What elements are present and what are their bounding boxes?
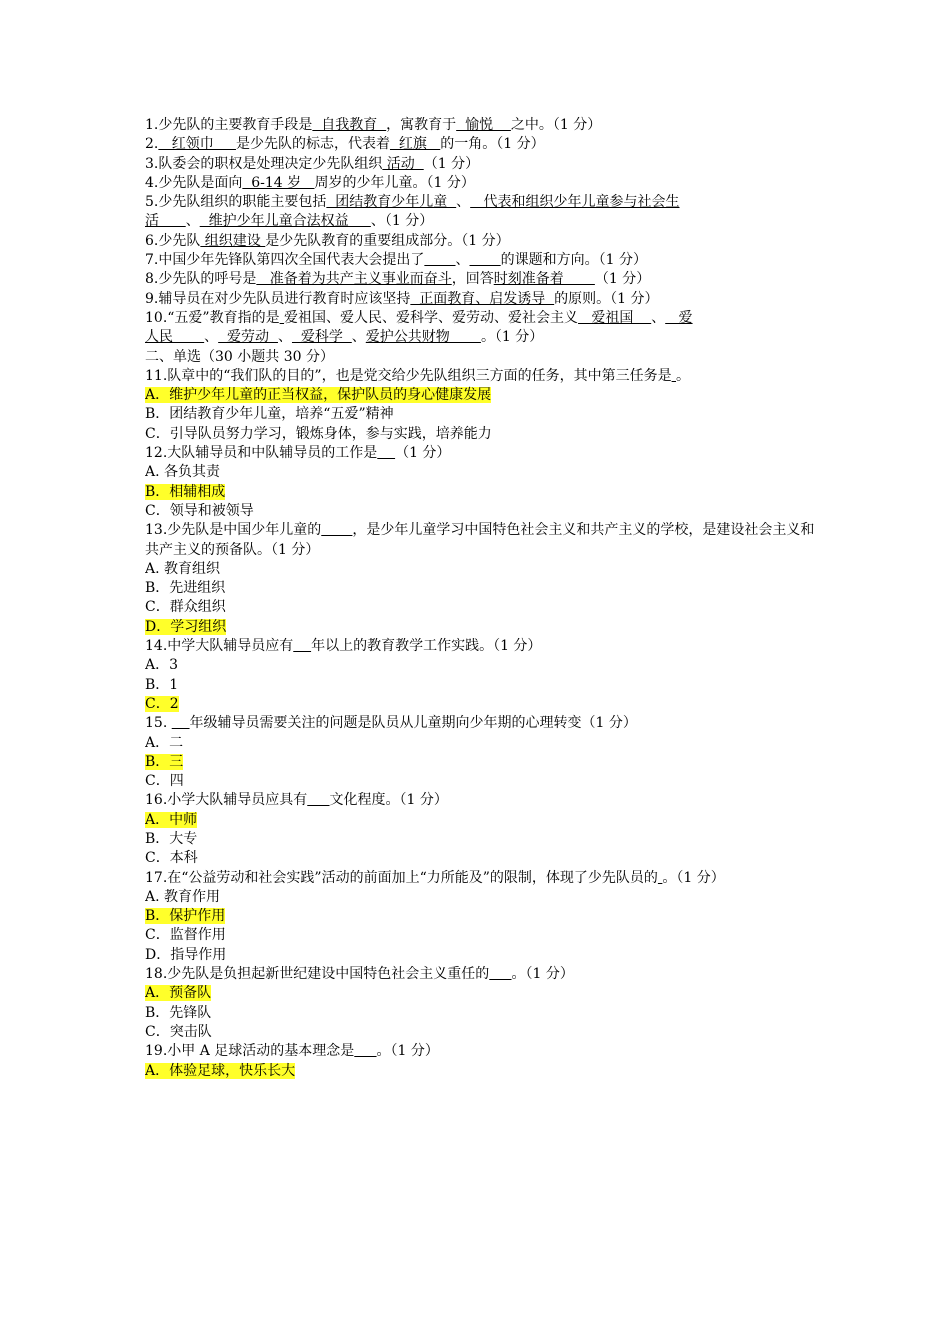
question-text: 文化程度。（1 分） (329, 792, 448, 809)
answer-blank: 爱劳动 (218, 329, 278, 346)
option-label: A．3 (145, 657, 179, 674)
question-text: 之中。（1 分） (510, 117, 602, 133)
question-text: 。（1 分） (662, 869, 725, 886)
correct-answer-highlight: A．体验足球，快乐长大 (145, 1062, 296, 1079)
answer-blank: 时刻准备着 (493, 271, 595, 288)
question-text: 17.在“公益劳动和社会实践”活动的前面加上“力所能及”的限制，体现了少先队员的 (145, 869, 658, 886)
fill-in-line (145, 193, 825, 212)
question-text: 7.中国少年先锋队第四次全国代表大会提出了 (145, 252, 425, 269)
answer-blank: 组织建设 (200, 232, 266, 249)
question-text: 。（1 分） (376, 1043, 439, 1060)
document-body (145, 116, 825, 1081)
question-text: 、 (455, 252, 470, 269)
question-text: 18.少先队是负担起新世纪建设中国特色社会主义重任的 (145, 966, 490, 983)
question-text: ，寓教育于 (386, 117, 457, 133)
question-text: 1.少先队的主要教育手段是 (145, 117, 313, 133)
answer-option (145, 560, 825, 579)
answer-blank (354, 1043, 376, 1059)
correct-answer-highlight: C．2 (145, 695, 179, 712)
answer-blank: 红旗 (389, 136, 441, 153)
answer-blank: 人民 (145, 329, 205, 346)
answer-option (145, 946, 825, 965)
fill-in-line (145, 270, 825, 289)
correct-answer-highlight: B．相辅相成 (145, 483, 226, 500)
answer-option (145, 907, 825, 926)
option-label: C．群众组织 (145, 599, 226, 616)
question-stem (145, 869, 825, 888)
option-label: A. 各负其责 (145, 464, 221, 481)
question-stem (145, 637, 825, 656)
fill-in-line (145, 290, 825, 309)
question-text: 。（1 分） (511, 966, 574, 983)
fill-in-line (145, 135, 825, 154)
fill-in-line (145, 309, 825, 328)
answer-option (145, 502, 825, 521)
question-text: 是少先队教育的重要组成部分。（1 分） (265, 232, 510, 249)
question-text: 15. (145, 715, 172, 732)
question-text: 、（1 分） (370, 213, 434, 230)
question-text: 、 (277, 329, 292, 346)
answer-blank: 爱祖国 (578, 309, 652, 326)
answer-blank: 愉悦 (456, 117, 511, 133)
answer-option (145, 772, 825, 791)
option-label: B．团结教育少年儿童，培养“五爱”精神 (145, 406, 394, 423)
answer-option (145, 984, 825, 1003)
question-text: 的课题和方向。（1 分） (500, 252, 648, 269)
question-text: 。 (676, 367, 691, 384)
answer-blank: 6-14 岁 (242, 174, 315, 191)
question-text: 、 (456, 194, 471, 211)
question-stem (145, 714, 825, 733)
answer-option (145, 656, 825, 675)
answer-option (145, 811, 825, 830)
option-label: D．指导作用 (145, 946, 227, 963)
question-text: 4.少先队是面向 (145, 174, 243, 191)
answer-blank (377, 445, 395, 461)
answer-blank (172, 715, 190, 731)
question-text: 12.大队辅导员和中队辅导员的工作是 (145, 445, 378, 462)
question-text: 13.少先队是中国少年儿童的 (145, 522, 322, 539)
answer-option (145, 579, 825, 598)
answer-blank (470, 252, 501, 268)
answer-option (145, 734, 825, 753)
question-text: 、 (185, 213, 200, 230)
question-text: 爱祖国、爱人民、爱科学、爱劳动、爱社会主义 (284, 309, 579, 326)
question-stem (145, 965, 825, 984)
question-stem (145, 521, 825, 560)
multiple-choice-section (145, 367, 825, 1081)
question-text: 、 (651, 309, 666, 326)
answer-option (145, 830, 825, 849)
answer-option (145, 425, 825, 444)
question-text: 8.少先队的呼号是 (145, 271, 257, 288)
question-text: （1 分） (594, 271, 651, 288)
answer-blank: 活动 (382, 155, 424, 172)
question-text: （1 分） (423, 155, 480, 172)
question-text: ，是少年儿童学习中国特色社会主义和共产主义的学校，是建设社会主义和共产主义的预备队。（1 分） (145, 522, 815, 558)
correct-answer-highlight: A．维护少年儿童的正当权益，保护队员的身心健康发展 (145, 387, 492, 404)
question-text: 2. (145, 136, 159, 153)
question-text: 16.小学大队辅导员应具有 (145, 792, 308, 809)
option-label: B．大专 (145, 830, 198, 847)
option-label: A. 教育组织 (145, 560, 221, 577)
question-text: 11.队章中的“我们队的目的”，也是党交给少先队组织三方面的任务，其中第三任务是 (145, 367, 672, 384)
fill-in-line (145, 155, 825, 174)
fill-in-line (145, 174, 825, 193)
option-label: B．1 (145, 676, 179, 693)
question-text: 、 (351, 329, 366, 346)
answer-option (145, 1062, 825, 1081)
section-heading: 二、单选（30 小题共 30 分） (145, 348, 334, 365)
question-text: 是少先队的标志，代表着 (235, 136, 390, 153)
fill-in-line (145, 328, 825, 347)
question-text: 的原则。（1 分） (554, 290, 659, 307)
option-label: C．引导队员努力学习，锻炼身体，参与实践，培养能力 (145, 425, 492, 442)
correct-answer-highlight: A．预备队 (145, 985, 212, 1002)
question-text: 年以上的教育教学工作实践。（1 分） (311, 638, 542, 655)
answer-blank: 团结教育少年儿童 (326, 194, 457, 211)
question-stem (145, 791, 825, 810)
answer-blank: 代表和组织少年儿童参与社会生 (470, 194, 680, 211)
answer-option (145, 483, 825, 502)
question-text: 19.小甲 A 足球活动的基本理念是 (145, 1043, 355, 1060)
question-text: 周岁的少年儿童。（1 分） (314, 174, 475, 191)
question-text: 10.“五爱”教育指的是 (145, 309, 280, 326)
option-label: B．先锋队 (145, 1004, 212, 1021)
option-label: C．领导和被领导 (145, 502, 254, 519)
question-stem (145, 444, 825, 463)
answer-option (145, 1023, 825, 1042)
answer-option (145, 405, 825, 424)
answer-option (145, 598, 825, 617)
question-text: 6.少先队 (145, 232, 201, 249)
question-text: 年级辅导员需要关注的问题是队员从儿童期向少年期的心理转变（1 分） (189, 715, 637, 732)
fill-in-line (145, 212, 825, 231)
answer-blank: 准备着为共产主义事业而奋斗 (256, 271, 452, 288)
answer-blank: 维护少年儿童合法权益 (199, 213, 371, 230)
question-text: 的一角。（1 分） (440, 136, 545, 153)
fill-in-section (145, 116, 825, 348)
answer-blank: 爱护公共财物 (365, 329, 481, 346)
question-stem (145, 367, 825, 386)
question-text: 、 (204, 329, 219, 346)
question-text: 9.辅导员在对少先队员进行教育时应该坚持 (145, 290, 411, 307)
answer-blank (424, 252, 455, 268)
answer-option (145, 849, 825, 868)
answer-blank: 红领巾 (158, 136, 236, 153)
answer-option (145, 1004, 825, 1023)
question-text: 5.少先队组织的职能主要包括 (145, 194, 327, 211)
option-label: C．四 (145, 773, 184, 790)
fill-in-line (145, 116, 825, 135)
fill-in-line (145, 251, 825, 270)
fill-in-line (145, 232, 825, 251)
answer-blank: 爱 (665, 309, 693, 326)
answer-option (145, 695, 825, 714)
answer-option (145, 618, 825, 637)
question-text: ，回答 (451, 271, 494, 288)
answer-blank: 正面教育、启发诱导 (410, 290, 555, 307)
answer-option (145, 753, 825, 772)
option-label: C．监督作用 (145, 927, 226, 944)
correct-answer-highlight: B．保护作用 (145, 908, 226, 925)
answer-blank (489, 966, 511, 982)
answer-blank: 自我教育 (312, 117, 387, 133)
correct-answer-highlight: A．中师 (145, 811, 198, 828)
option-label: C．突击队 (145, 1023, 212, 1040)
correct-answer-highlight: B．三 (145, 753, 184, 770)
answer-option (145, 926, 825, 945)
question-text: （1 分） (395, 445, 451, 462)
question-text: 3.队委会的职权是处理决定少先队组织 (145, 155, 383, 172)
option-label: C．本科 (145, 850, 198, 867)
answer-blank (307, 792, 329, 808)
question-text: 。（1 分） (480, 329, 544, 346)
answer-option (145, 888, 825, 907)
option-label: A. 教育作用 (145, 888, 221, 905)
answer-blank: 活 (145, 213, 186, 230)
answer-option (145, 386, 825, 405)
option-label: A．二 (145, 734, 184, 751)
answer-blank (321, 522, 352, 538)
question-text: 14.中学大队辅导员应有 (145, 638, 294, 655)
question-stem (145, 1042, 825, 1061)
answer-blank: 爱科学 (291, 329, 352, 346)
answer-option (145, 676, 825, 695)
answer-option (145, 463, 825, 482)
option-label: B．先进组织 (145, 580, 226, 597)
answer-blank (293, 638, 311, 654)
correct-answer-highlight: D．学习组织 (145, 618, 227, 635)
